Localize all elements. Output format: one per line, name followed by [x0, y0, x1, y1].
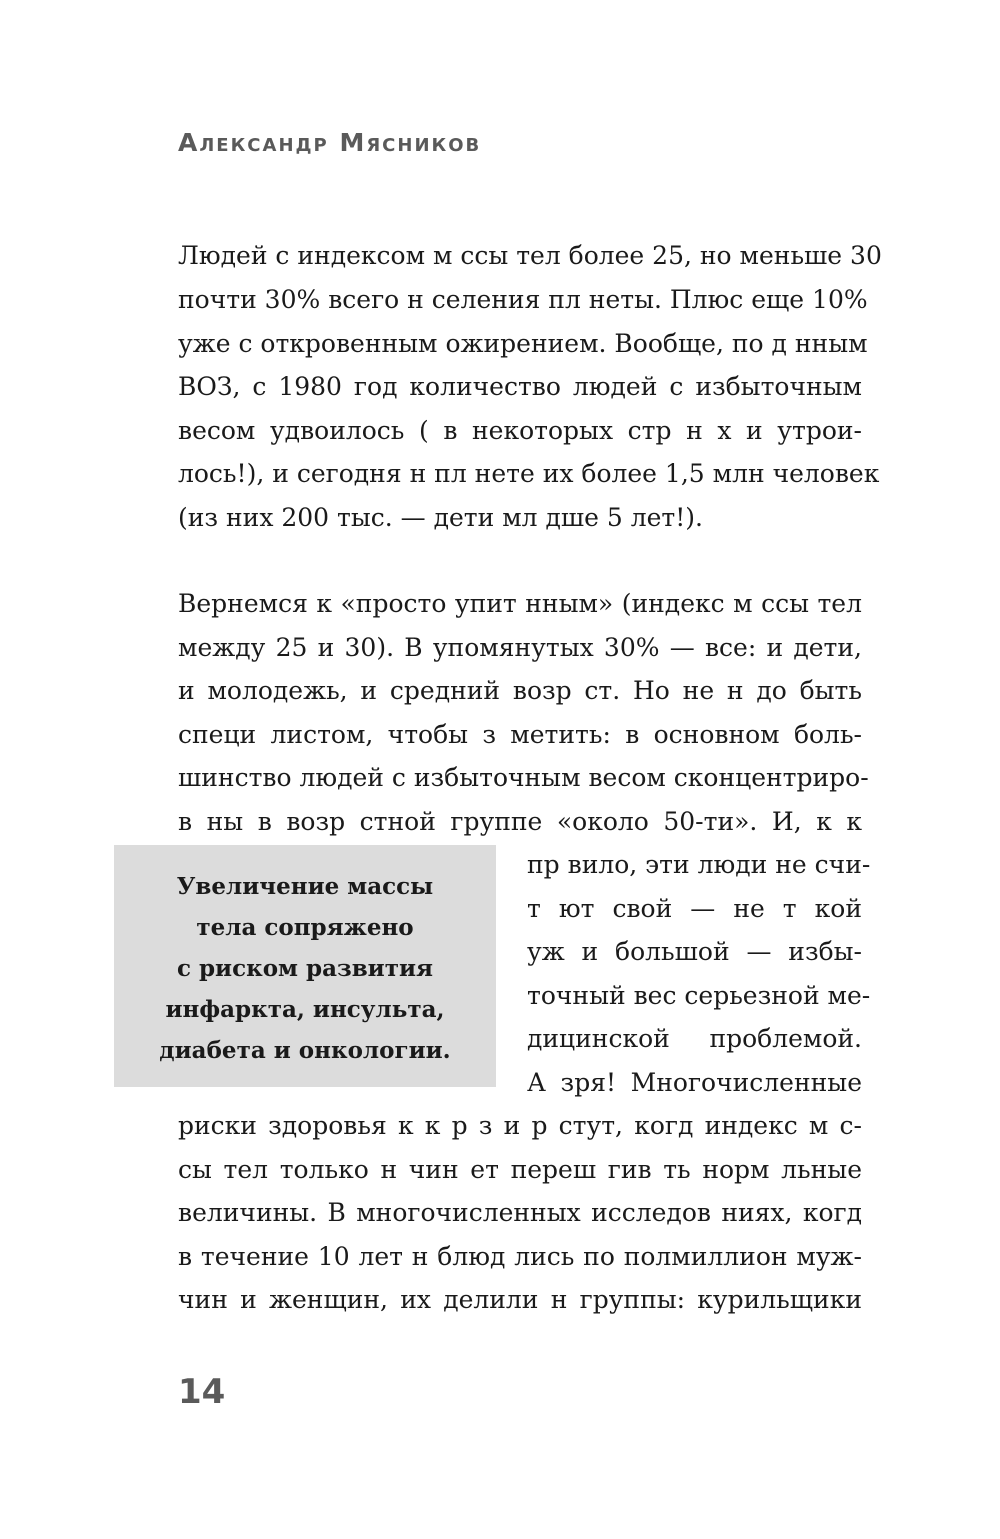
- text-line: ВОЗ, с 1980 год количество людей с избыточным: [178, 372, 862, 401]
- text-line: (из них 200 тыс. — дети мл дше 5 лет!).: [178, 503, 703, 532]
- text-line: т ют свой — не т кой: [527, 894, 862, 923]
- text-line: и молодежь, и средний возр ст. Но не н до быть: [178, 676, 862, 705]
- text-line: шинство людей с избыточным весом сконцентриро-: [178, 763, 869, 792]
- text-line: точный вес серьезной ме-: [527, 981, 871, 1010]
- text-line: в течение 10 лет н блюд лись по полмиллион муж-: [178, 1242, 862, 1271]
- callout-box: [114, 845, 496, 1087]
- text-line: сы тел только н чин ет переш гив ть норм льные: [178, 1155, 862, 1184]
- page-number: 14: [178, 1372, 226, 1412]
- callout-line: инфаркта, инсульта,: [165, 996, 445, 1023]
- callout-line: тела сопряжено: [196, 914, 414, 941]
- text-line: А зря! Многочисленные: [527, 1068, 862, 1097]
- text-line: специ листом, чтобы з метить: в основном боль-: [178, 720, 862, 749]
- callout-line: диабета и онкологии.: [159, 1037, 451, 1064]
- text-line: дицинской проблемой.: [527, 1024, 862, 1053]
- text-line: Вернемся к «просто упит нным» (индекс м ссы тел: [178, 589, 862, 618]
- text-line: риски здоровья к к р з и р стут, когд индекс м с-: [178, 1111, 862, 1140]
- text-line: уже с откровенным ожирением. Вообще, по д нным: [178, 329, 868, 358]
- text-line: между 25 и 30). В упомянутых 30% — все: и дети,: [178, 633, 862, 662]
- text-line: чин и женщин, их делили н группы: курильщики: [178, 1285, 862, 1314]
- text-line: лось!), и сегодня н пл нете их более 1,5 млн человек: [178, 459, 880, 488]
- text-line: величины. В многочисленных исследов ниях, когд: [178, 1198, 862, 1227]
- callout-line: Увеличение массы: [176, 873, 434, 900]
- text-line: пр вило, эти люди не счи-: [527, 850, 871, 879]
- text-line: почти 30% всего н селения пл неты. Плюс еще 10%: [178, 285, 868, 314]
- text-line: Людей с индексом м ссы тел более 25, но меньше 30: [178, 241, 882, 270]
- text-line: весом удвоилось ( в некоторых стр н х и утрои-: [178, 416, 862, 445]
- callout-line: с риском развития: [176, 955, 434, 982]
- running-head-author: Александр Мясников: [178, 128, 482, 157]
- text-line: в ны в возр стной группе «около 50-ти». И, к к: [178, 807, 862, 836]
- text-line: уж и большой — избы-: [527, 937, 862, 966]
